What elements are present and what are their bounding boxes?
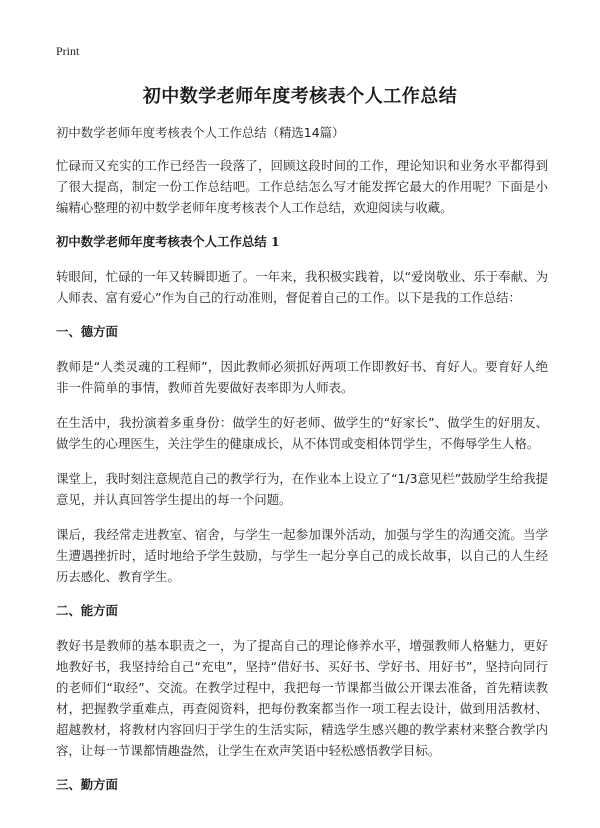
qin-heading: 三、勤方面 bbox=[56, 777, 118, 792]
de-paragraph-4: 课后，我经常走进教室、宿舍，与学生一起参加课外活动，加强与学生的沟通交流。当学生遭遇挫折时，适时地给予学生鼓励，与学生一起分享自己的成长故事，以自己的人生经历去感化、教育学生。 bbox=[56, 527, 548, 584]
print-link[interactable]: Print bbox=[56, 44, 80, 58]
neng-heading: 二、能方面 bbox=[56, 603, 118, 618]
intro-paragraph: 忙碌而又充实的工作已经告一段落了，回顾这段时间的工作，理论知识和业务水平都得到了很大提高，制定一份工作总结吧。工作总结怎么写才能发挥它最大的作用呢？下面是小编精心整理的初中数学老师年度考核表个人工作总结，欢迎阅读与收藏。 bbox=[56, 158, 548, 215]
section-1-intro-paragraph: 转眼间，忙碌的一年又转瞬即逝了。一年来，我积极实践着，以“爱岗敬业、乐于奉献、为人师表、富有爱心”作为自己的行动准则，督促着自己的工作。以下是我的工作总结： bbox=[56, 269, 548, 305]
de-paragraph-2: 在生活中，我扮演着多重身份：做学生的好老师、做学生的“好家长”、做学生的好朋友、做学生的心理医生，关注学生的健康成长，从不体罚或变相体罚学生，不侮辱学生人格。 bbox=[56, 415, 548, 451]
de-paragraph-3: 课堂上，我时刻注意规范自己的教学行为，在作业本上设立了“1/3意见栏”鼓励学生给我提意见，并认真回答学生提出的每一个问题。 bbox=[56, 471, 548, 507]
section-1-heading: 初中数学老师年度考核表个人工作总结 1 bbox=[56, 234, 280, 249]
de-paragraph-1: 教师是“人类灵魂的工程师”，因此教师必须抓好两项工作即教好书、育好人。要育好人绝非一件简单的事情，教师首先要做好表率即为人师表。 bbox=[56, 359, 548, 395]
document-body bbox=[56, 122, 548, 809]
document-title: 初中数学老师年度考核表个人工作总结 bbox=[142, 86, 458, 107]
neng-paragraph-1: 教好书是教师的基本职责之一，为了提高自己的理论修养水平，增强教师人格魅力，更好地教好书，我坚持给自己“充电”，坚持“借好书、买好书、学好书、用好书”，坚持向同行的老师们“取经”、交流。在教学过程中，我把每一节课都当做公开课去准备，首先精读教材，把握教学重难点，再查阅资料，把每份教案都当作一项工程去设计，做到用活教材、超越教材，将教材内容回归于学生的生活实际，精选学生感兴趣的教学素材来整合教学内容，让每一节课都情趣盎然，让学生在欢声笑语中轻松感悟教学目标。 bbox=[56, 638, 548, 758]
de-heading: 一、德方面 bbox=[56, 324, 118, 339]
document-subtitle: 初中数学老师年度考核表个人工作总结（精选14篇） bbox=[56, 125, 345, 140]
